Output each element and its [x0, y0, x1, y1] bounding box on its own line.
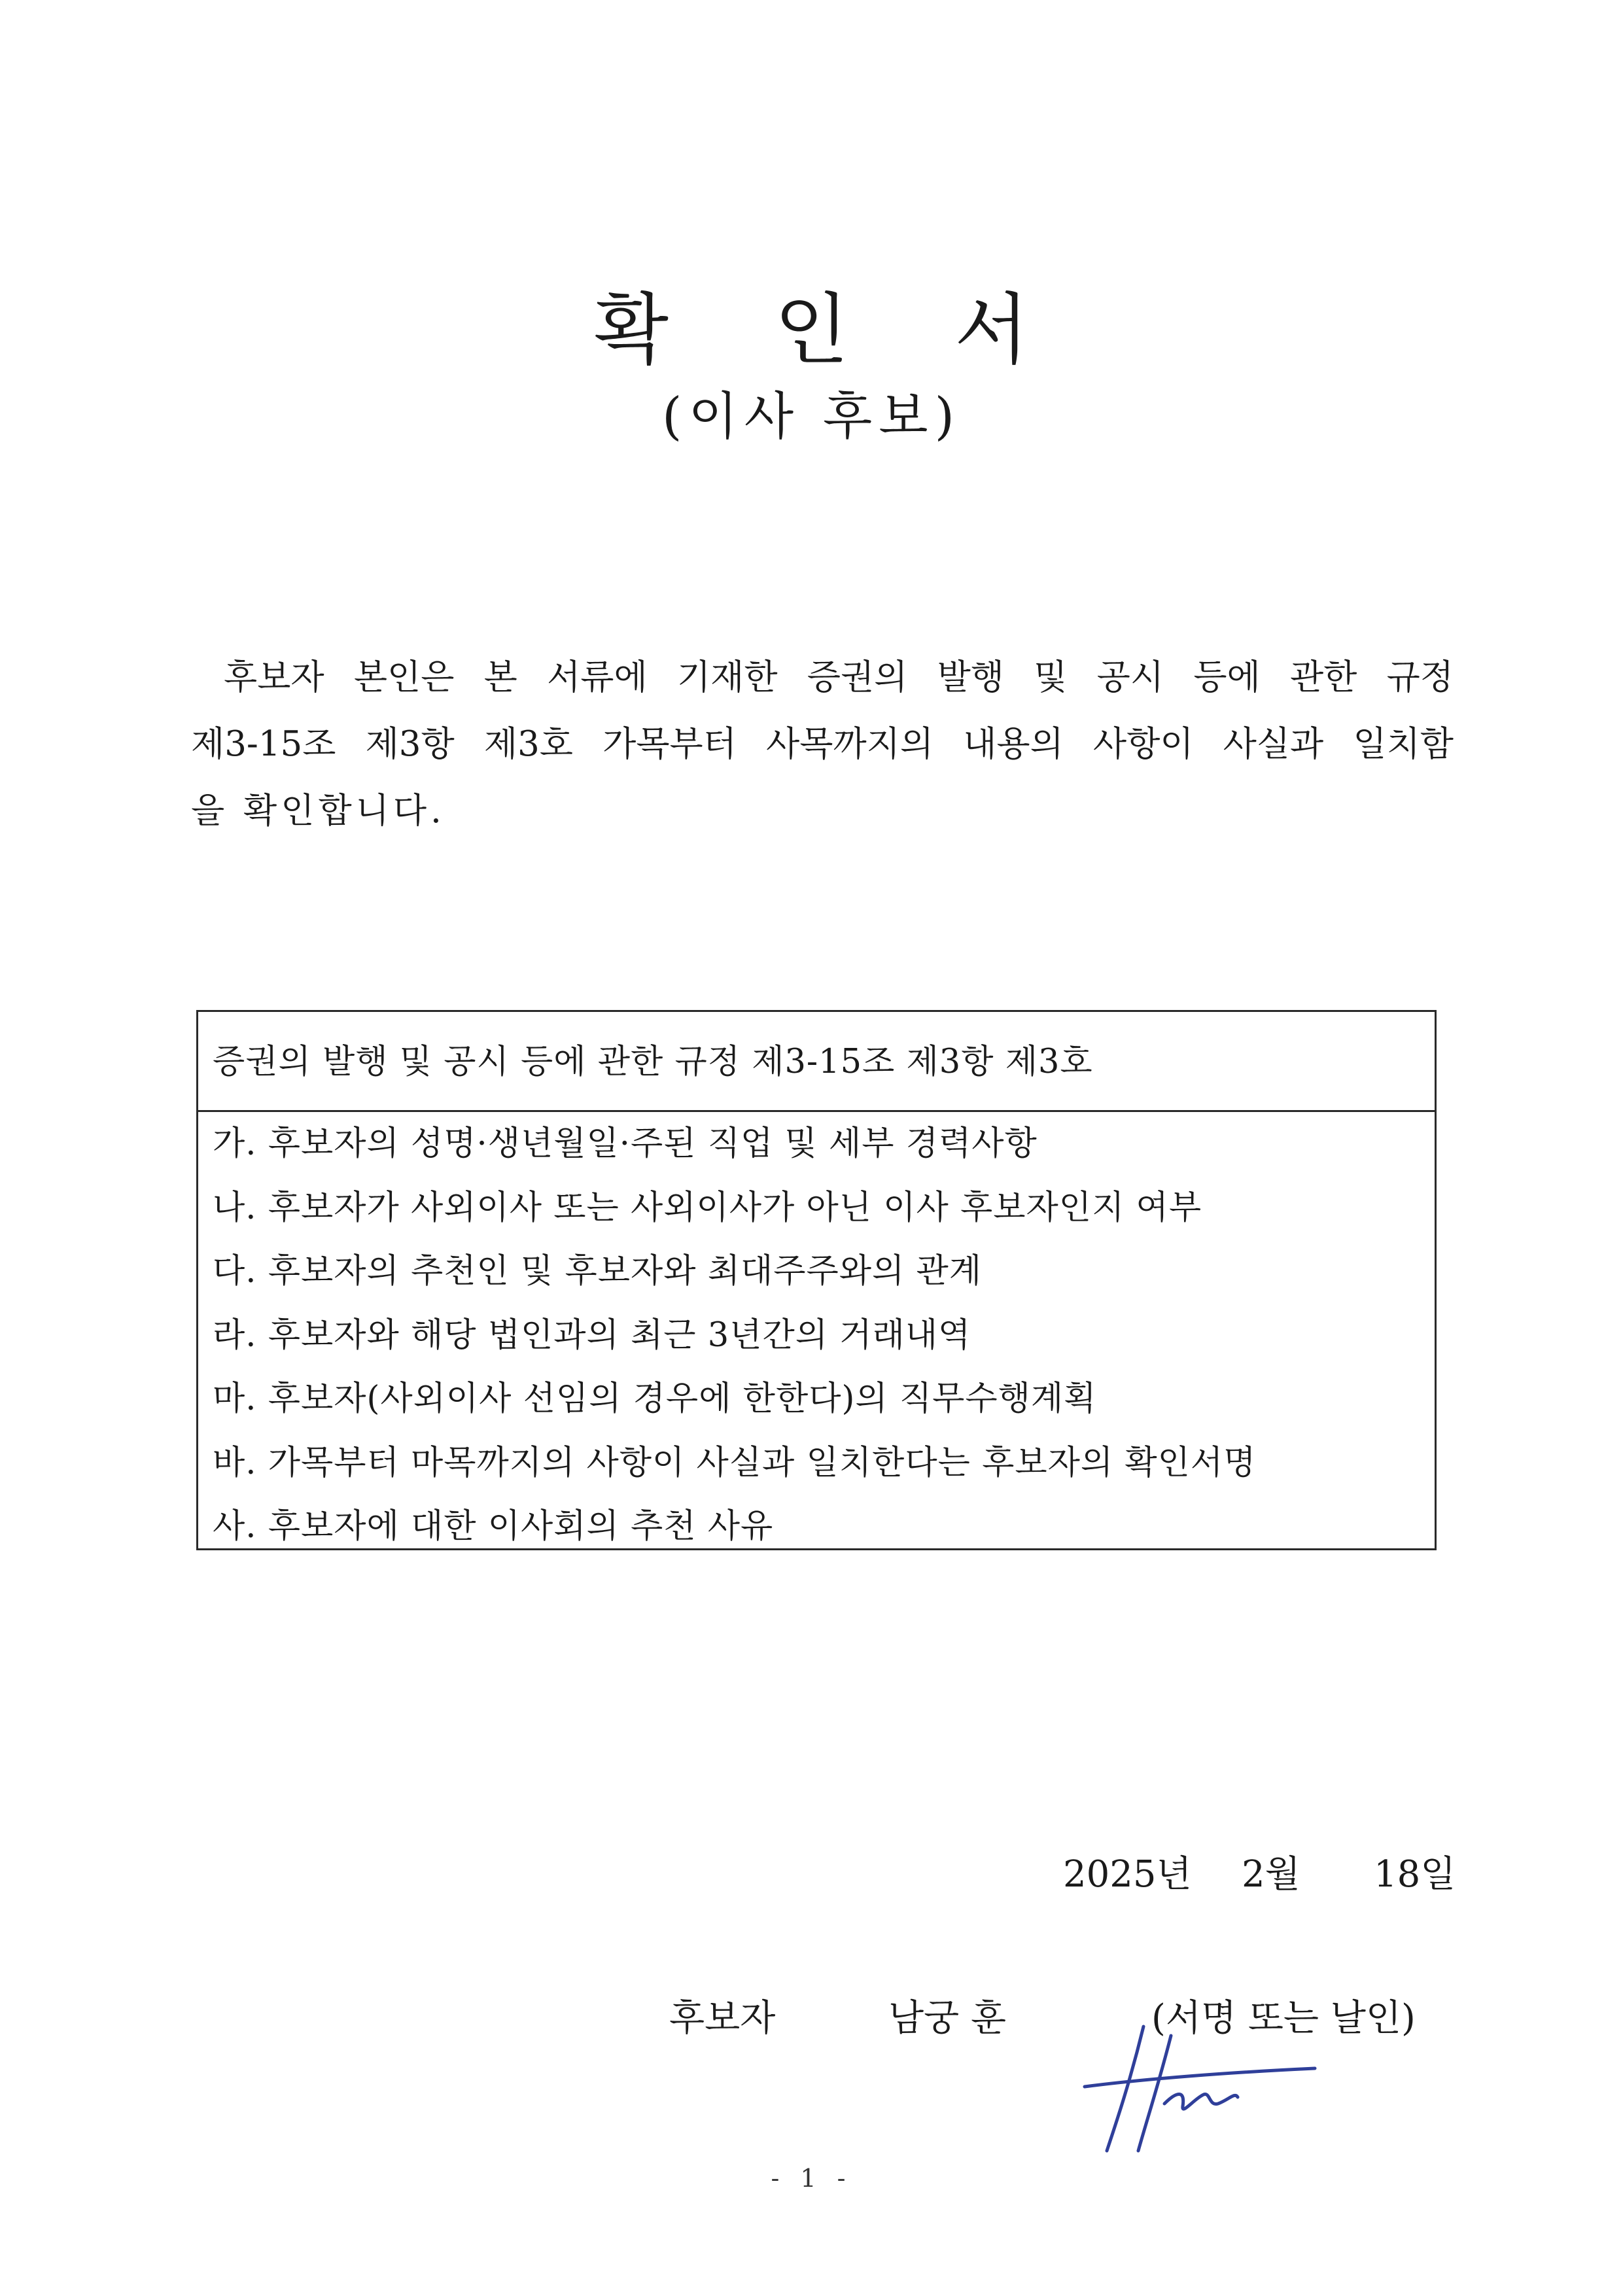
regulation-item: 가. 후보자의 성명·생년월일·주된 직업 및 세부 경력사항 [213, 1124, 1038, 1163]
regulation-items [198, 1112, 1435, 1559]
regulation-item: 마. 후보자(사외이사 선임의 경우에 한한다)의 직무수행계획 [213, 1380, 1097, 1418]
paragraph-line: 후보자 본인은 본 서류에 기재한 증권의 발행 및 공시 등에 관한 규정 [224, 657, 1454, 697]
signature-stroke [1164, 2095, 1238, 2110]
regulation-item: 나. 후보자가 사외이사 또는 사외이사가 아닌 이사 후보자인지 여부 [213, 1188, 1202, 1227]
regulation-box [196, 1010, 1437, 1550]
sign-note: (서명 또는 날인) [1151, 1997, 1416, 2040]
signature-stroke [1085, 2068, 1315, 2087]
regulation-header: 증권의 발행 및 공시 등에 관한 규정 제3-15조 제3항 제3호 [198, 1012, 1435, 1112]
page-number: - 1 - [771, 2164, 852, 2193]
handwritten-signature [1066, 2008, 1354, 2159]
paragraph-line: 제3-15조 제3항 제3호 가목부터 사목까지의 내용의 사항이 사실과 일치함 [191, 724, 1454, 764]
date-day: 18일 [1374, 1853, 1456, 1896]
signature-stroke [1107, 2026, 1143, 2151]
paragraph-line: 을 확인합니다. [191, 791, 445, 831]
signer-role-label: 후보자 [669, 1997, 776, 2040]
regulation-item: 라. 후보자와 해당 법인과의 최근 3년간의 거래내역 [213, 1315, 971, 1355]
document-title: 확 인 서 [594, 285, 1070, 375]
signature-stroke [1138, 2036, 1171, 2151]
regulation-item: 바. 가목부터 마목까지의 사항이 사실과 일치한다는 후보자의 확인서명 [213, 1443, 1257, 1482]
regulation-item: 사. 후보자에 대한 이사회의 추천 사유 [213, 1507, 774, 1546]
date-month: 2월 [1242, 1853, 1300, 1896]
signer-name: 남궁 훈 [888, 1997, 1007, 2040]
date-year: 2025년 [1063, 1853, 1192, 1896]
document-subtitle: (이사 후보) [661, 387, 962, 446]
confirmation-paragraph [191, 644, 1454, 844]
regulation-item: 다. 후보자의 추천인 및 후보자와 최대주주와의 관계 [213, 1252, 983, 1291]
